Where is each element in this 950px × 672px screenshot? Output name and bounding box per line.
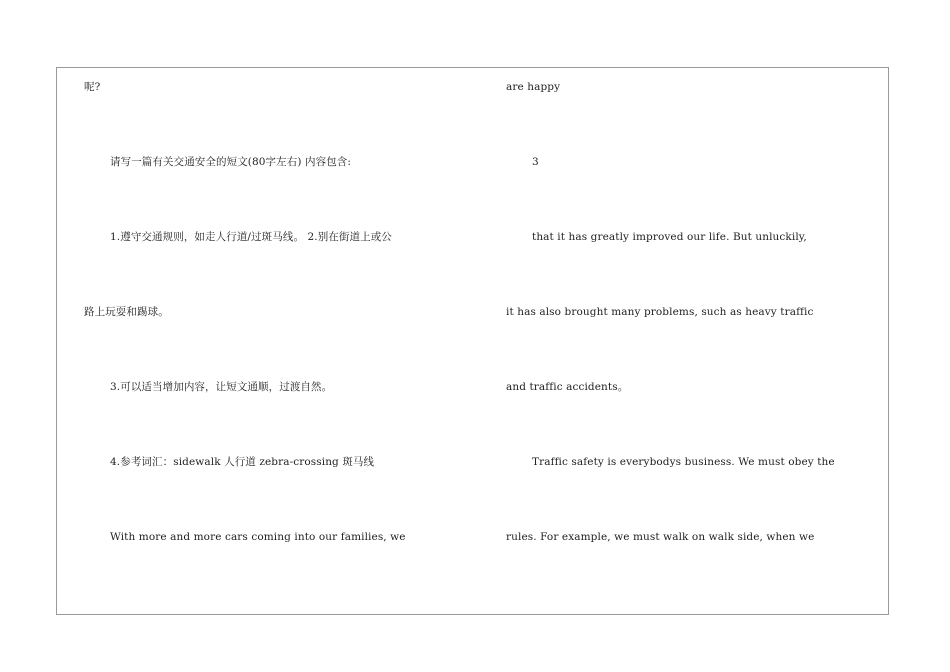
left-line-2: 请写一篇有关交通安全的短文(80字左右) 内容包含: [110,156,352,168]
left-line-7: With more and more cars coming into our families, we [110,531,406,543]
right-line-3: that it has greatly improved our life. But unluckily, [532,231,807,243]
right-line-2: 3 [532,156,539,168]
right-line-4: it has also brought many problems, such as heavy traffic [506,306,814,318]
right-line-7: rules. For example, we must walk on walk side, when we [506,531,815,543]
left-line-6: 4.参考词汇：sidewalk 人行道 zebra-crossing 斑马线 [110,456,375,468]
left-line-1: 呢? [84,81,101,93]
right-line-1: are happy [506,81,561,93]
left-line-5: 3.可以适当增加内容，让短文通顺，过渡自然。 [110,381,333,393]
right-line-6: Traffic safety is everybodys business. We must obey the [532,456,835,468]
left-line-3: 1.遵守交通规则，如走人行道/过斑马线。 2.别在街道上或公 [110,231,392,243]
right-line-5: and traffic accidents。 [506,381,629,393]
left-line-4: 路上玩耍和踢球。 [84,306,169,318]
